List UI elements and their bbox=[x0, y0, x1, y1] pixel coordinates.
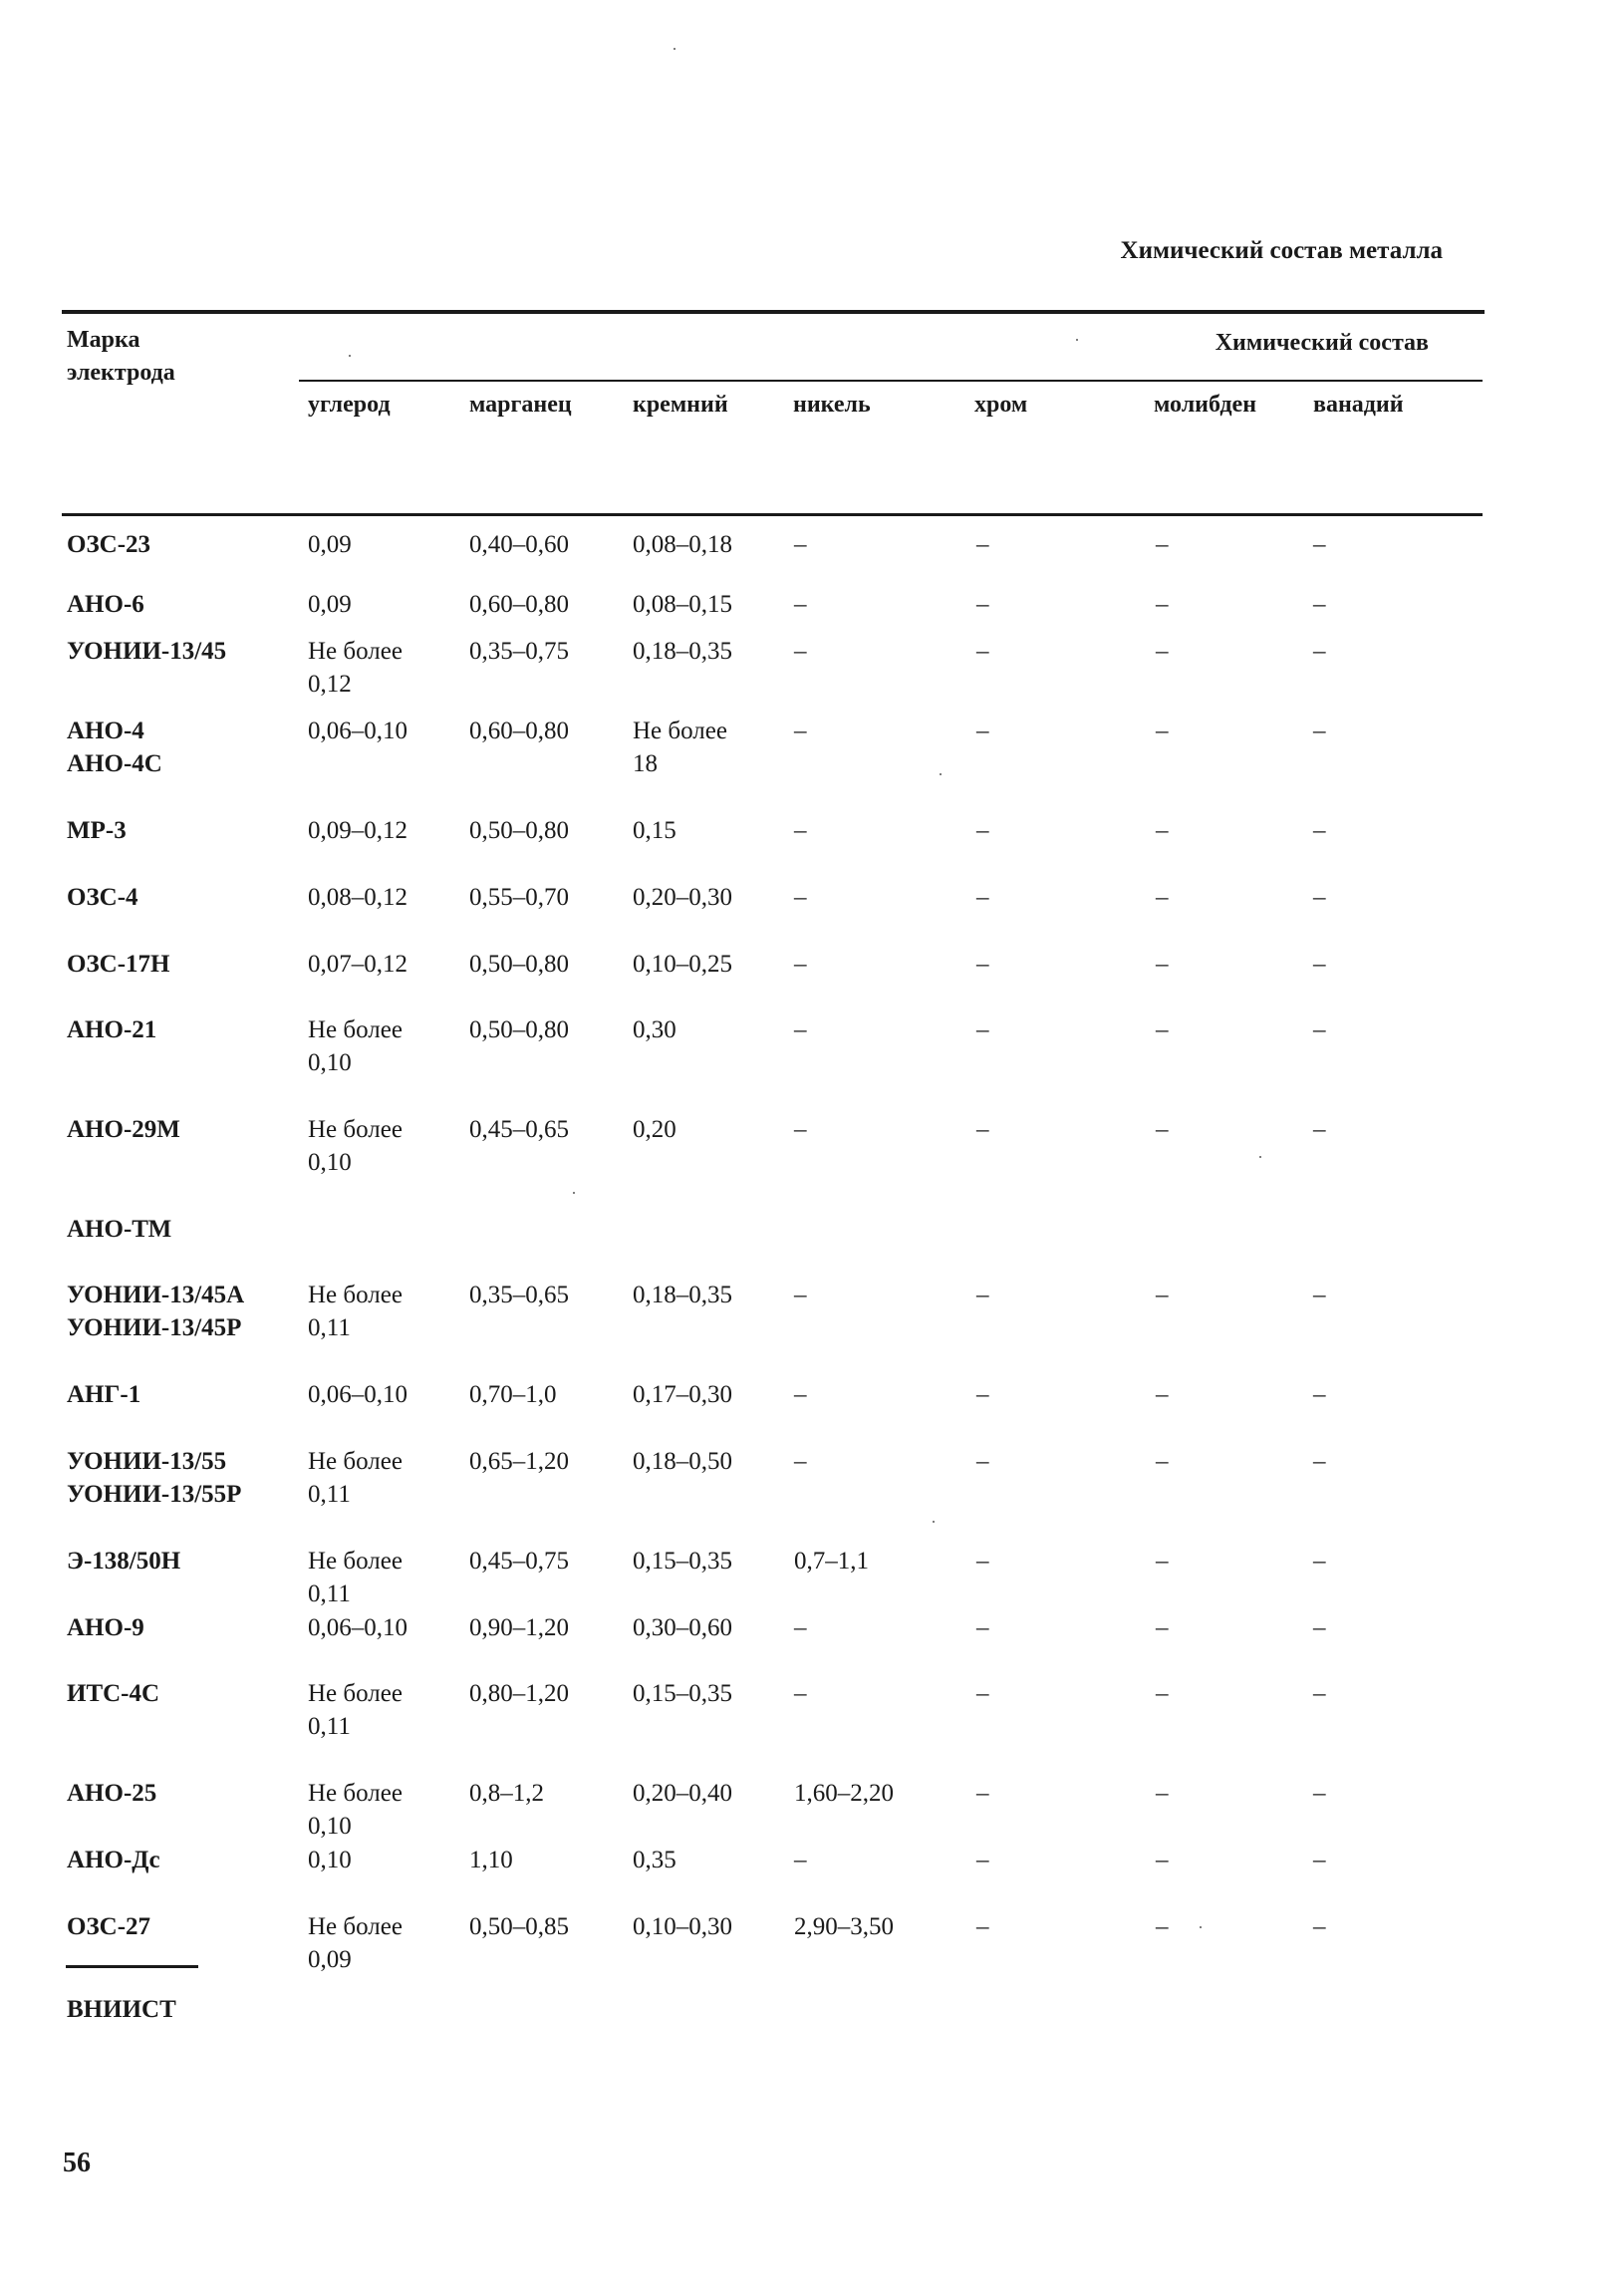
cell-molybdenum: – bbox=[1156, 1116, 1169, 1143]
cell-nickel: 0,7–1,1 bbox=[794, 1548, 869, 1575]
footnote-brand: ВНИИСТ bbox=[67, 1996, 176, 2023]
cell-carbon: 0,11 bbox=[308, 1481, 351, 1508]
scan-speck bbox=[933, 1521, 935, 1523]
cell-molybdenum: – bbox=[1156, 817, 1169, 844]
cell-carbon: 0,10 bbox=[308, 1847, 352, 1873]
cell-chromium: – bbox=[976, 638, 989, 665]
cell-carbon: 0,12 bbox=[308, 671, 352, 698]
scan-speck bbox=[940, 773, 942, 775]
cell-brand: АНО-21 bbox=[67, 1016, 157, 1043]
cell-vanadium: – bbox=[1313, 638, 1326, 665]
cell-vanadium: – bbox=[1313, 884, 1326, 911]
cell-vanadium: – bbox=[1313, 1548, 1326, 1575]
cell-molybdenum: – bbox=[1156, 591, 1169, 618]
cell-vanadium: – bbox=[1313, 531, 1326, 558]
cell-manganese: 0,50–0,85 bbox=[469, 1913, 569, 1940]
cell-molybdenum: – bbox=[1156, 1847, 1169, 1873]
cell-brand: АНО-25 bbox=[67, 1780, 157, 1807]
cell-molybdenum: – bbox=[1156, 951, 1169, 978]
cell-brand: Э-138/50Н bbox=[67, 1548, 181, 1575]
column-header-chromium: хром bbox=[974, 392, 1028, 418]
cell-manganese: 0,45–0,75 bbox=[469, 1548, 569, 1575]
cell-brand: АНО-Дс bbox=[67, 1847, 160, 1873]
cell-carbon: 0,09 bbox=[308, 531, 352, 558]
cell-manganese: 0,50–0,80 bbox=[469, 1016, 569, 1043]
cell-silicon: 0,15–0,35 bbox=[633, 1680, 732, 1707]
cell-nickel: 2,90–3,50 bbox=[794, 1913, 894, 1940]
cell-nickel: 1,60–2,20 bbox=[794, 1780, 894, 1807]
cell-brand: АНО-29М bbox=[67, 1116, 180, 1143]
cell-carbon: 0,06–0,10 bbox=[308, 1381, 407, 1408]
cell-molybdenum: – bbox=[1156, 1381, 1169, 1408]
cell-chromium: – bbox=[976, 1780, 989, 1807]
cell-vanadium: – bbox=[1313, 951, 1326, 978]
cell-manganese: 0,45–0,65 bbox=[469, 1116, 569, 1143]
table-rule-group bbox=[299, 380, 1483, 382]
cell-vanadium: – bbox=[1313, 1614, 1326, 1641]
cell-carbon: 0,10 bbox=[308, 1149, 352, 1176]
cell-manganese: 0,90–1,20 bbox=[469, 1614, 569, 1641]
cell-molybdenum: – bbox=[1156, 638, 1169, 665]
cell-molybdenum: – bbox=[1156, 1913, 1169, 1940]
cell-molybdenum: – bbox=[1156, 717, 1169, 744]
cell-manganese: 0,35–0,65 bbox=[469, 1282, 569, 1308]
cell-silicon: 0,17–0,30 bbox=[633, 1381, 732, 1408]
cell-silicon: 0,08–0,18 bbox=[633, 531, 732, 558]
cell-brand: УОНИИ-13/45 bbox=[67, 638, 227, 665]
cell-vanadium: – bbox=[1313, 1448, 1326, 1475]
cell-nickel: – bbox=[794, 1680, 807, 1707]
cell-silicon: 0,08–0,15 bbox=[633, 591, 732, 618]
cell-vanadium: – bbox=[1313, 1913, 1326, 1940]
cell-chromium: – bbox=[976, 1548, 989, 1575]
cell-molybdenum: – bbox=[1156, 884, 1169, 911]
group-header: Химический состав bbox=[1215, 330, 1429, 356]
cell-molybdenum: – bbox=[1156, 1282, 1169, 1308]
cell-silicon: 18 bbox=[633, 750, 658, 777]
cell-nickel: – bbox=[794, 951, 807, 978]
cell-carbon: 0,08–0,12 bbox=[308, 884, 407, 911]
cell-carbon: 0,06–0,10 bbox=[308, 717, 407, 744]
cell-vanadium: – bbox=[1313, 1847, 1326, 1873]
cell-brand: ОЗС-27 bbox=[67, 1913, 151, 1940]
cell-manganese: 0,65–1,20 bbox=[469, 1448, 569, 1475]
scan-speck bbox=[1259, 1156, 1261, 1158]
page-number: 56 bbox=[63, 2148, 91, 2178]
cell-chromium: – bbox=[976, 531, 989, 558]
cell-vanadium: – bbox=[1313, 717, 1326, 744]
cell-nickel: – bbox=[794, 817, 807, 844]
table-rule-top bbox=[62, 310, 1485, 314]
cell-chromium: – bbox=[976, 1116, 989, 1143]
cell-nickel: – bbox=[794, 1016, 807, 1043]
cell-brand: УОНИИ-13/45А bbox=[67, 1282, 245, 1308]
cell-manganese: 0,60–0,80 bbox=[469, 717, 569, 744]
cell-nickel: – bbox=[794, 1282, 807, 1308]
cell-carbon: Не более bbox=[308, 1548, 403, 1575]
brand-header-line: Марка bbox=[67, 327, 140, 353]
cell-chromium: – bbox=[976, 1016, 989, 1043]
cell-silicon: 0,10–0,25 bbox=[633, 951, 732, 978]
cell-vanadium: – bbox=[1313, 1780, 1326, 1807]
cell-brand: ИТС-4С bbox=[67, 1680, 160, 1707]
cell-silicon: 0,20–0,30 bbox=[633, 884, 732, 911]
cell-molybdenum: – bbox=[1156, 1016, 1169, 1043]
cell-carbon: Не более bbox=[308, 1913, 403, 1940]
cell-brand: ОЗС-4 bbox=[67, 884, 138, 911]
cell-vanadium: – bbox=[1313, 1116, 1326, 1143]
cell-silicon: 0,30–0,60 bbox=[633, 1614, 732, 1641]
cell-nickel: – bbox=[794, 1381, 807, 1408]
brand-column-header bbox=[67, 324, 175, 390]
column-header-nickel: никель bbox=[793, 392, 871, 418]
cell-silicon: 0,15 bbox=[633, 817, 677, 844]
cell-silicon: 0,35 bbox=[633, 1847, 677, 1873]
cell-carbon: Не более bbox=[308, 1680, 403, 1707]
cell-brand: АНГ-1 bbox=[67, 1381, 141, 1408]
table-rule-header-bottom bbox=[62, 513, 1483, 516]
cell-brand: УОНИИ-13/55 bbox=[67, 1448, 227, 1475]
scan-speck bbox=[349, 355, 351, 357]
cell-carbon: Не более bbox=[308, 1116, 403, 1143]
cell-carbon: Не более bbox=[308, 638, 403, 665]
cell-manganese: 0,35–0,75 bbox=[469, 638, 569, 665]
page-caption: Химический состав металла bbox=[1120, 237, 1443, 264]
cell-chromium: – bbox=[976, 817, 989, 844]
cell-manganese: 0,80–1,20 bbox=[469, 1680, 569, 1707]
cell-carbon: 0,11 bbox=[308, 1580, 351, 1607]
cell-carbon: 0,07–0,12 bbox=[308, 951, 407, 978]
cell-brand: МР-3 bbox=[67, 817, 127, 844]
scan-speck bbox=[573, 1192, 575, 1194]
cell-nickel: – bbox=[794, 591, 807, 618]
cell-nickel: – bbox=[794, 717, 807, 744]
cell-manganese: 0,40–0,60 bbox=[469, 531, 569, 558]
cell-carbon: 0,11 bbox=[308, 1314, 351, 1341]
cell-nickel: – bbox=[794, 1614, 807, 1641]
cell-carbon: 0,06–0,10 bbox=[308, 1614, 407, 1641]
scan-speck bbox=[1200, 1926, 1202, 1928]
cell-chromium: – bbox=[976, 884, 989, 911]
cell-chromium: – bbox=[976, 1448, 989, 1475]
cell-chromium: – bbox=[976, 1680, 989, 1707]
cell-manganese: 0,70–1,0 bbox=[469, 1381, 557, 1408]
cell-molybdenum: – bbox=[1156, 1548, 1169, 1575]
cell-silicon: 0,18–0,35 bbox=[633, 638, 732, 665]
cell-chromium: – bbox=[976, 591, 989, 618]
cell-brand: АНО-4С bbox=[67, 750, 162, 777]
scan-speck bbox=[674, 48, 676, 50]
cell-silicon: 0,18–0,35 bbox=[633, 1282, 732, 1308]
cell-silicon: 0,20 bbox=[633, 1116, 677, 1143]
cell-chromium: – bbox=[976, 1614, 989, 1641]
cell-manganese: 1,10 bbox=[469, 1847, 513, 1873]
cell-vanadium: – bbox=[1313, 817, 1326, 844]
cell-manganese: 0,8–1,2 bbox=[469, 1780, 544, 1807]
cell-nickel: – bbox=[794, 1847, 807, 1873]
cell-molybdenum: – bbox=[1156, 1680, 1169, 1707]
cell-molybdenum: – bbox=[1156, 1780, 1169, 1807]
column-header-manganese: марганец bbox=[469, 392, 572, 418]
cell-silicon: 0,10–0,30 bbox=[633, 1913, 732, 1940]
ozs27-underline bbox=[66, 1965, 198, 1968]
column-header-silicon: кремний bbox=[633, 392, 728, 418]
cell-chromium: – bbox=[976, 1913, 989, 1940]
cell-silicon: 0,20–0,40 bbox=[633, 1780, 732, 1807]
cell-molybdenum: – bbox=[1156, 1448, 1169, 1475]
cell-silicon: 0,30 bbox=[633, 1016, 677, 1043]
cell-brand: ОЗС-23 bbox=[67, 531, 151, 558]
cell-chromium: – bbox=[976, 717, 989, 744]
cell-carbon: 0,10 bbox=[308, 1049, 352, 1076]
cell-brand: АНО-9 bbox=[67, 1614, 144, 1641]
column-header-vanadium: ванадий bbox=[1313, 392, 1404, 418]
cell-nickel: – bbox=[794, 1448, 807, 1475]
cell-brand: ОЗС-17Н bbox=[67, 951, 170, 978]
cell-manganese: 0,60–0,80 bbox=[469, 591, 569, 618]
cell-carbon: Не более bbox=[308, 1282, 403, 1308]
cell-carbon: Не более bbox=[308, 1780, 403, 1807]
cell-molybdenum: – bbox=[1156, 1614, 1169, 1641]
cell-nickel: – bbox=[794, 638, 807, 665]
cell-nickel: – bbox=[794, 1116, 807, 1143]
cell-chromium: – bbox=[976, 1847, 989, 1873]
cell-vanadium: – bbox=[1313, 591, 1326, 618]
cell-brand: АНО-6 bbox=[67, 591, 144, 618]
cell-vanadium: – bbox=[1313, 1016, 1326, 1043]
cell-manganese: 0,55–0,70 bbox=[469, 884, 569, 911]
cell-chromium: – bbox=[976, 1381, 989, 1408]
cell-nickel: – bbox=[794, 531, 807, 558]
cell-vanadium: – bbox=[1313, 1381, 1326, 1408]
cell-carbon: 0,09 bbox=[308, 1946, 352, 1973]
column-header-molybdenum: молибден bbox=[1154, 392, 1257, 418]
cell-carbon: Не более bbox=[308, 1016, 403, 1043]
cell-brand: УОНИИ-13/55Р bbox=[67, 1481, 242, 1508]
cell-brand: АНО-4 bbox=[67, 717, 144, 744]
cell-carbon: 0,10 bbox=[308, 1813, 352, 1840]
cell-chromium: – bbox=[976, 1282, 989, 1308]
cell-chromium: – bbox=[976, 951, 989, 978]
cell-vanadium: – bbox=[1313, 1282, 1326, 1308]
cell-carbon: 0,11 bbox=[308, 1713, 351, 1740]
cell-silicon: 0,15–0,35 bbox=[633, 1548, 732, 1575]
cell-silicon: Не более bbox=[633, 717, 727, 744]
cell-vanadium: – bbox=[1313, 1680, 1326, 1707]
cell-molybdenum: – bbox=[1156, 531, 1169, 558]
column-header-carbon: углерод bbox=[308, 392, 391, 418]
cell-carbon: Не более bbox=[308, 1448, 403, 1475]
cell-manganese: 0,50–0,80 bbox=[469, 951, 569, 978]
cell-silicon: 0,18–0,50 bbox=[633, 1448, 732, 1475]
cell-carbon: 0,09 bbox=[308, 591, 352, 618]
cell-carbon: 0,09–0,12 bbox=[308, 817, 407, 844]
cell-brand: АНО-ТМ bbox=[67, 1216, 172, 1243]
cell-manganese: 0,50–0,80 bbox=[469, 817, 569, 844]
cell-brand: УОНИИ-13/45Р bbox=[67, 1314, 242, 1341]
cell-nickel: – bbox=[794, 884, 807, 911]
brand-header-line: электрода bbox=[67, 360, 175, 386]
scan-speck bbox=[1076, 339, 1078, 341]
